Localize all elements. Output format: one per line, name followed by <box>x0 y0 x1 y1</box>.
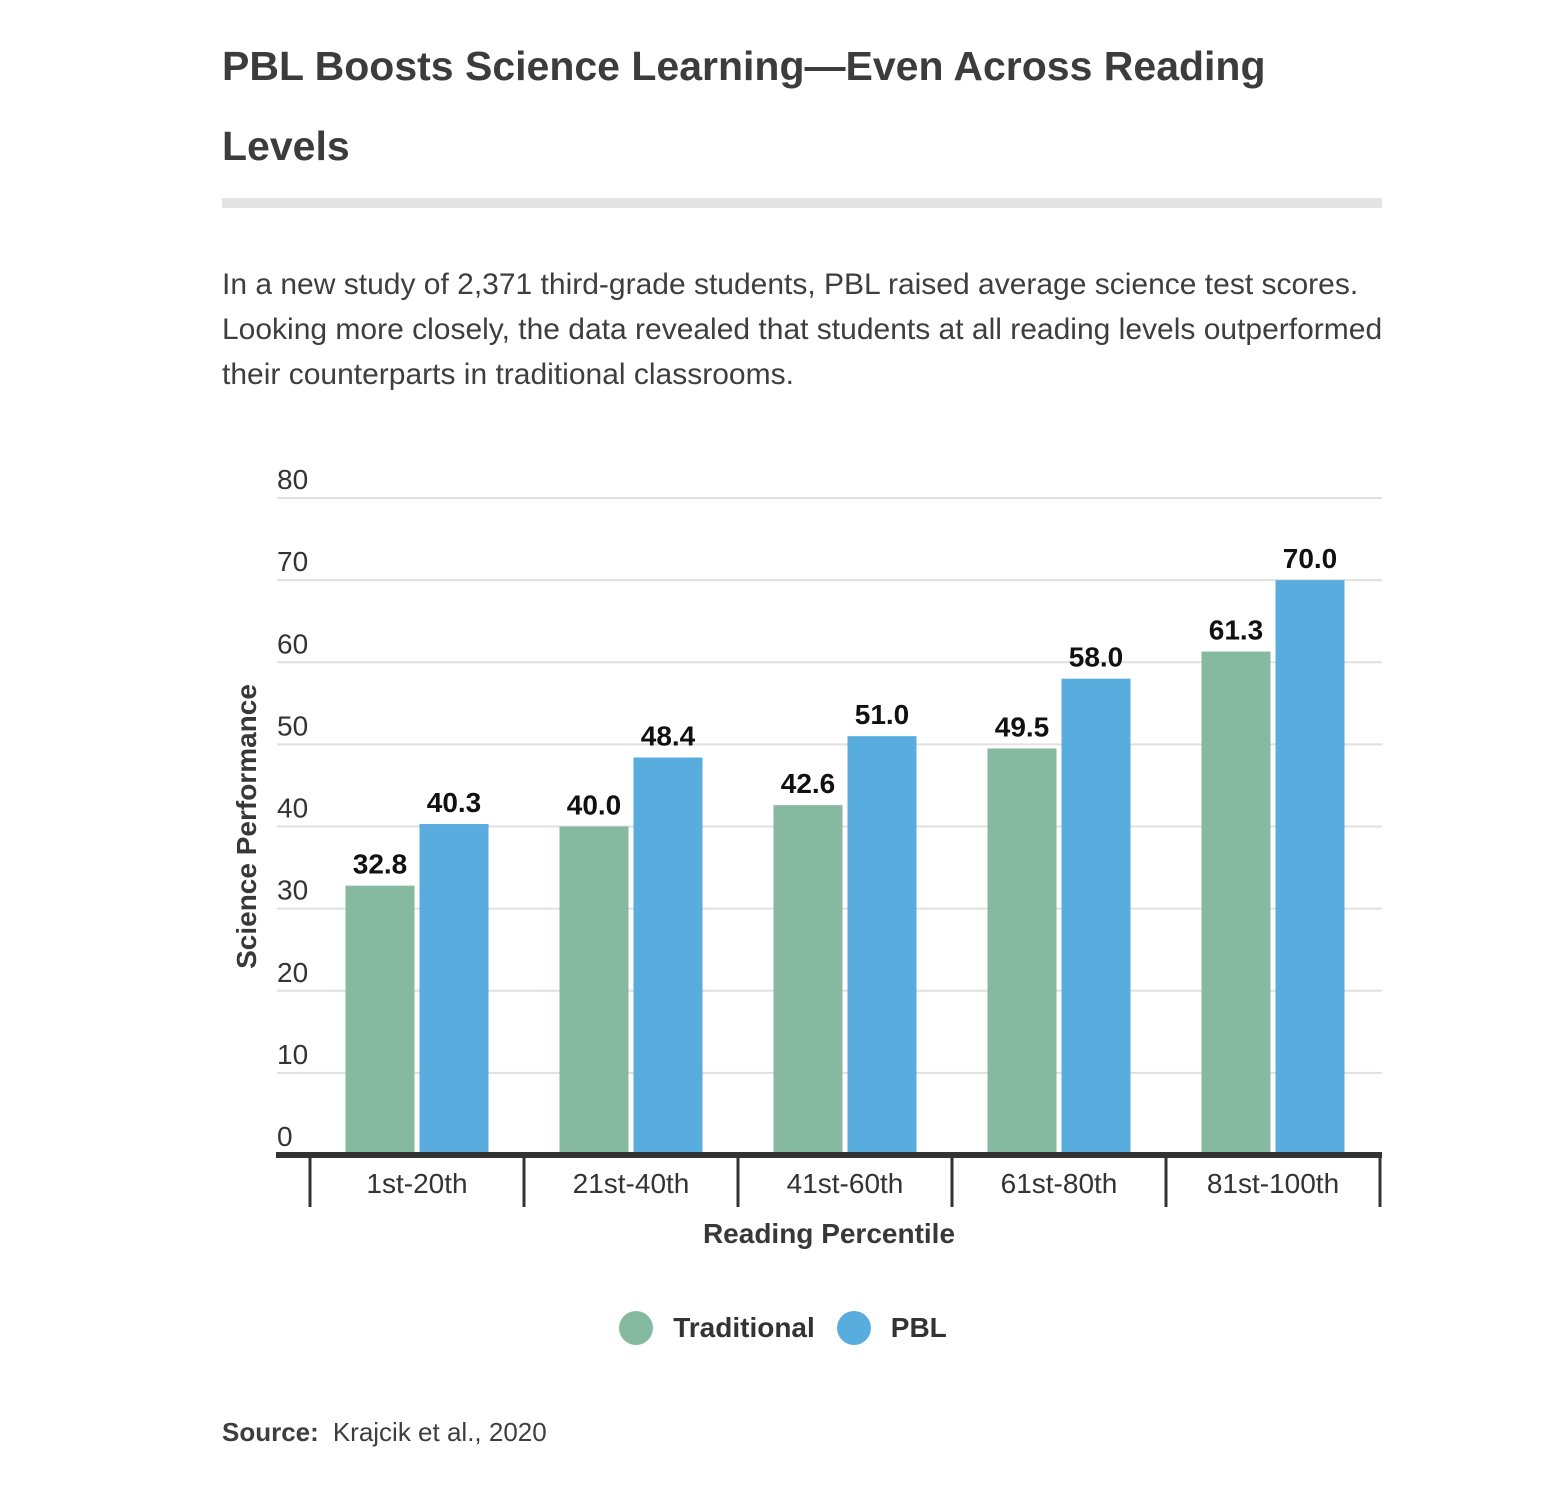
bar-pbl <box>634 758 703 1155</box>
bar-pbl <box>848 736 917 1155</box>
bar-value-label: 40.0 <box>566 789 622 821</box>
bar-value-label: 51.0 <box>854 699 910 731</box>
bar-traditional <box>988 748 1057 1155</box>
y-axis-tick-label: 40 <box>277 792 309 824</box>
y-axis-tick-label: 30 <box>277 874 309 906</box>
x-axis-category-label: 61st-80th <box>1000 1168 1118 1199</box>
y-axis-tick-label: 70 <box>277 546 309 578</box>
x-axis-line <box>276 1152 1382 1158</box>
y-axis-tick-label: 50 <box>277 710 309 742</box>
bar-value-label: 42.6 <box>780 768 836 800</box>
source-label: Source: <box>222 1417 319 1447</box>
bar-value-label: 32.8 <box>352 848 408 880</box>
y-axis-tick-label: 60 <box>277 628 309 660</box>
source-line <box>222 1414 547 1450</box>
legend-item-pbl <box>837 1311 947 1345</box>
x-axis-category-label: 81st-100th <box>1206 1168 1340 1199</box>
legend-swatch-pbl <box>837 1311 871 1345</box>
bar-value-label: 48.4 <box>640 720 696 752</box>
chart-description: In a new study of 2,371 third-grade students, PBL raised average science test scores. Looking more closely, the data revealed that students at all reading levels outperformed their counterparts in traditional classrooms. <box>222 268 1383 391</box>
bar-value-label: 61.3 <box>1208 614 1264 646</box>
bar-traditional <box>346 886 415 1155</box>
legend-swatch-traditional <box>619 1311 653 1345</box>
legend-label-traditional: Traditional <box>673 1312 815 1343</box>
y-axis-tick-label: 10 <box>277 1038 309 1070</box>
chart-legend <box>0 1311 1566 1345</box>
bar-traditional <box>560 827 629 1156</box>
bar-traditional <box>774 805 843 1155</box>
x-axis-category-label: 41st-60th <box>786 1168 904 1199</box>
y-axis-tick-label: 20 <box>277 956 309 988</box>
y-axis-tick-label: 80 <box>277 464 309 495</box>
x-axis-category-label: 21st-40th <box>572 1168 690 1199</box>
bar-pbl <box>1062 679 1131 1155</box>
bar-pbl <box>1276 580 1345 1155</box>
x-axis-category-label: 1st-20th <box>366 1168 468 1199</box>
bar-value-label: 49.5 <box>994 711 1050 743</box>
chart-title: PBL Boosts Science Learning—Even Across Reading Levels <box>222 43 1266 169</box>
x-axis-title: Reading Percentile <box>702 1218 956 1249</box>
source-text: Krajcik et al., 2020 <box>332 1417 547 1447</box>
bar-traditional <box>1202 652 1271 1155</box>
y-axis-title: Science Performance <box>231 684 262 969</box>
y-axis-tick-label: 0 <box>277 1121 293 1152</box>
bar-value-label: 70.0 <box>1282 543 1338 575</box>
bar-value-label: 40.3 <box>426 787 482 819</box>
bar-value-label: 58.0 <box>1068 641 1124 673</box>
bar-pbl <box>420 824 489 1155</box>
legend-label-pbl: PBL <box>890 1312 947 1343</box>
legend-item-traditional <box>619 1311 815 1345</box>
